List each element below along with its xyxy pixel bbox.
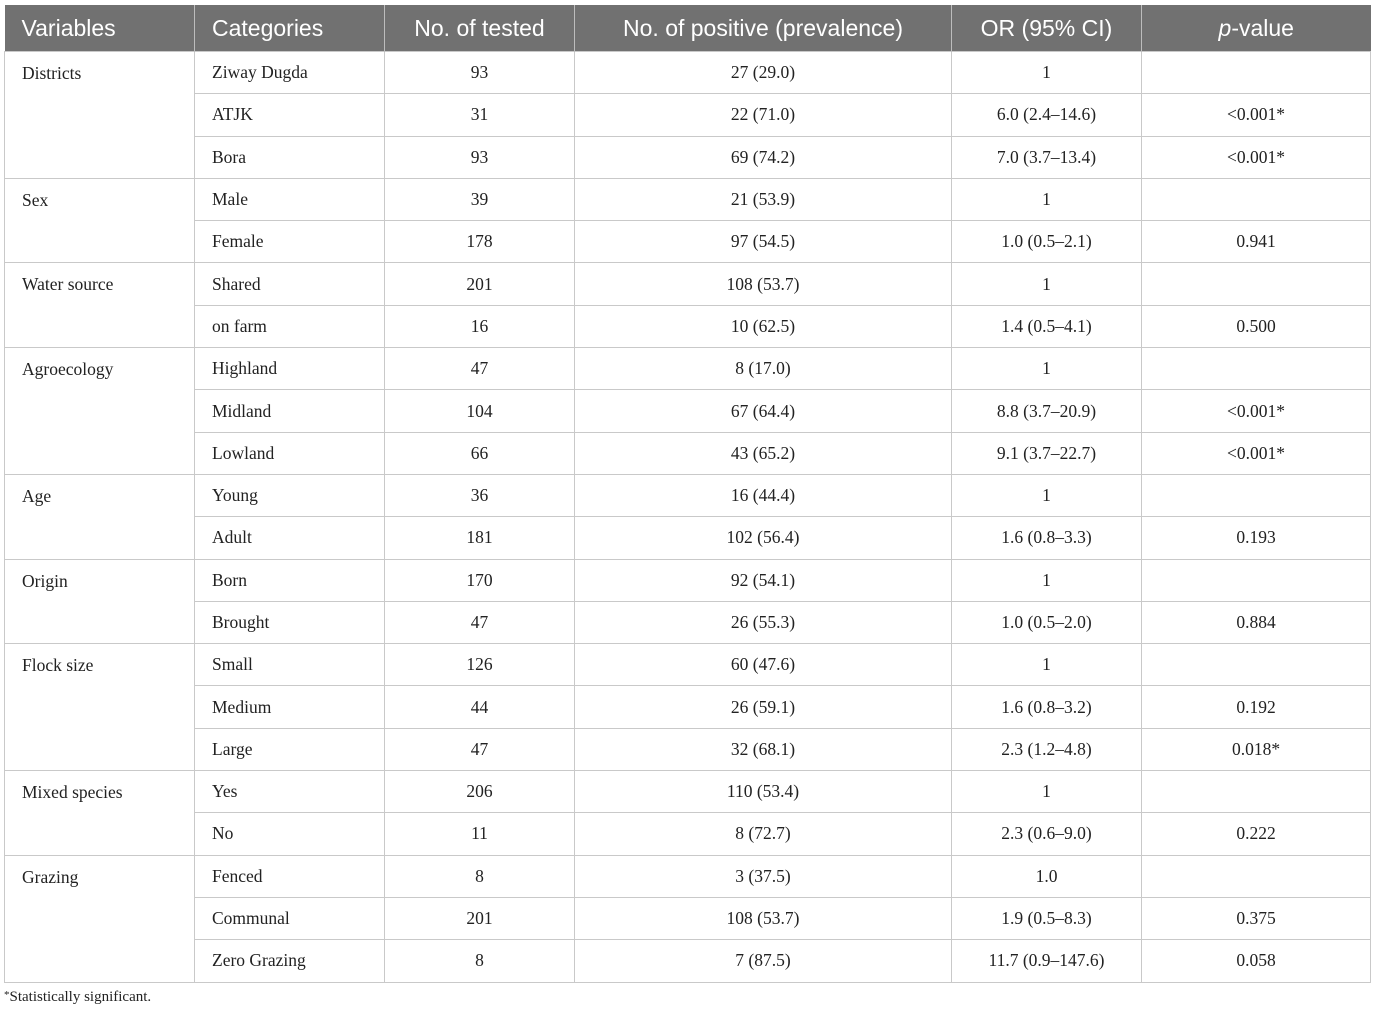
odds-ratio-cell: 1.9 (0.5–8.3) — [952, 897, 1142, 939]
tested-cell: 170 — [385, 559, 575, 601]
category-cell: Midland — [195, 390, 385, 432]
statistics-table — [4, 5, 1371, 983]
header-tested: No. of tested — [385, 5, 575, 52]
odds-ratio-cell: 1 — [952, 178, 1142, 220]
positive-cell: 67 (64.4) — [575, 390, 952, 432]
category-cell: Adult — [195, 517, 385, 559]
category-cell: Large — [195, 728, 385, 770]
variable-group — [5, 855, 1371, 982]
positive-cell: 7 (87.5) — [575, 940, 952, 982]
tested-cell: 8 — [385, 855, 575, 897]
p-value-cell — [1142, 178, 1371, 220]
variable-cell: Age — [5, 474, 195, 559]
category-cell: Small — [195, 644, 385, 686]
header-odds-ratio: OR (95% CI) — [952, 5, 1142, 52]
odds-ratio-cell: 2.3 (1.2–4.8) — [952, 728, 1142, 770]
variable-group — [5, 52, 1371, 179]
p-value-cell: 0.941 — [1142, 221, 1371, 263]
category-cell: Male — [195, 178, 385, 220]
table-row — [5, 644, 1371, 686]
footnote — [4, 989, 151, 1006]
table-row — [5, 940, 1371, 982]
positive-cell: 97 (54.5) — [575, 221, 952, 263]
category-cell: ATJK — [195, 94, 385, 136]
tested-cell: 178 — [385, 221, 575, 263]
odds-ratio-cell: 1 — [952, 559, 1142, 601]
variable-cell: Sex — [5, 178, 195, 263]
odds-ratio-cell: 1 — [952, 474, 1142, 516]
positive-cell: 92 (54.1) — [575, 559, 952, 601]
odds-ratio-cell: 1 — [952, 771, 1142, 813]
tested-cell: 44 — [385, 686, 575, 728]
category-cell: No — [195, 813, 385, 855]
variable-cell: Agroecology — [5, 348, 195, 475]
tested-cell: 39 — [385, 178, 575, 220]
tested-cell: 16 — [385, 305, 575, 347]
header-variables: Variables — [5, 5, 195, 52]
positive-cell: 8 (17.0) — [575, 348, 952, 390]
p-value-cell — [1142, 559, 1371, 601]
odds-ratio-cell: 8.8 (3.7–20.9) — [952, 390, 1142, 432]
odds-ratio-cell: 1.0 (0.5–2.0) — [952, 601, 1142, 643]
variable-cell: Origin — [5, 559, 195, 644]
positive-cell: 108 (53.7) — [575, 897, 952, 939]
p-value-cell: 0.500 — [1142, 305, 1371, 347]
p-value-cell: 0.884 — [1142, 601, 1371, 643]
header-row — [5, 5, 1371, 52]
odds-ratio-cell: 1 — [952, 263, 1142, 305]
p-value-cell — [1142, 474, 1371, 516]
category-cell: Lowland — [195, 432, 385, 474]
p-value-cell: 0.222 — [1142, 813, 1371, 855]
table-row — [5, 686, 1371, 728]
p-value-cell: 0.193 — [1142, 517, 1371, 559]
odds-ratio-cell: 1.0 (0.5–2.1) — [952, 221, 1142, 263]
category-cell: Young — [195, 474, 385, 516]
odds-ratio-cell: 1 — [952, 644, 1142, 686]
variable-group — [5, 644, 1371, 771]
p-value-cell — [1142, 52, 1371, 94]
tested-cell: 181 — [385, 517, 575, 559]
positive-cell: 102 (56.4) — [575, 517, 952, 559]
tested-cell: 8 — [385, 940, 575, 982]
header-p-rest: -value — [1231, 14, 1294, 41]
positive-cell: 21 (53.9) — [575, 178, 952, 220]
table-row — [5, 559, 1371, 601]
table-row — [5, 771, 1371, 813]
positive-cell: 60 (47.6) — [575, 644, 952, 686]
category-cell: Yes — [195, 771, 385, 813]
p-value-cell: <0.001* — [1142, 432, 1371, 474]
tested-cell: 11 — [385, 813, 575, 855]
p-value-cell: 0.375 — [1142, 897, 1371, 939]
category-cell: Highland — [195, 348, 385, 390]
odds-ratio-cell: 1 — [952, 348, 1142, 390]
header-p-value — [1142, 5, 1371, 52]
variable-cell: Districts — [5, 52, 195, 179]
tested-cell: 47 — [385, 728, 575, 770]
category-cell: Communal — [195, 897, 385, 939]
positive-cell: 16 (44.4) — [575, 474, 952, 516]
p-value-cell — [1142, 771, 1371, 813]
p-value-cell — [1142, 644, 1371, 686]
positive-cell: 10 (62.5) — [575, 305, 952, 347]
variable-cell: Grazing — [5, 855, 195, 982]
odds-ratio-cell: 2.3 (0.6–9.0) — [952, 813, 1142, 855]
category-cell: Brought — [195, 601, 385, 643]
category-cell: on farm — [195, 305, 385, 347]
p-value-cell — [1142, 855, 1371, 897]
header-positive: No. of positive (prevalence) — [575, 5, 952, 52]
tested-cell: 201 — [385, 263, 575, 305]
table-row — [5, 263, 1371, 305]
category-cell: Medium — [195, 686, 385, 728]
odds-ratio-cell: 1.6 (0.8–3.3) — [952, 517, 1142, 559]
table-row — [5, 474, 1371, 516]
odds-ratio-cell: 11.7 (0.9–147.6) — [952, 940, 1142, 982]
odds-ratio-cell: 6.0 (2.4–14.6) — [952, 94, 1142, 136]
tested-cell: 66 — [385, 432, 575, 474]
odds-ratio-cell: 9.1 (3.7–22.7) — [952, 432, 1142, 474]
variable-cell: Mixed species — [5, 771, 195, 856]
category-cell: Ziway Dugda — [195, 52, 385, 94]
p-value-cell — [1142, 348, 1371, 390]
tested-cell: 206 — [385, 771, 575, 813]
category-cell: Bora — [195, 136, 385, 178]
category-cell: Female — [195, 221, 385, 263]
variable-group — [5, 263, 1371, 348]
positive-cell: 110 (53.4) — [575, 771, 952, 813]
odds-ratio-cell: 1 — [952, 52, 1142, 94]
p-value-cell: 0.018* — [1142, 728, 1371, 770]
table-row — [5, 178, 1371, 220]
table-row — [5, 221, 1371, 263]
positive-cell: 27 (29.0) — [575, 52, 952, 94]
footnote-text: Statistically significant. — [9, 989, 152, 1005]
category-cell: Born — [195, 559, 385, 601]
p-value-cell: <0.001* — [1142, 136, 1371, 178]
positive-cell: 69 (74.2) — [575, 136, 952, 178]
table-row — [5, 813, 1371, 855]
table-row — [5, 855, 1371, 897]
table-row — [5, 728, 1371, 770]
variable-group — [5, 771, 1371, 856]
positive-cell: 43 (65.2) — [575, 432, 952, 474]
category-cell: Zero Grazing — [195, 940, 385, 982]
tested-cell: 36 — [385, 474, 575, 516]
table-row — [5, 136, 1371, 178]
table-header — [5, 5, 1371, 52]
tested-cell: 31 — [385, 94, 575, 136]
table-row — [5, 432, 1371, 474]
table-row — [5, 94, 1371, 136]
category-cell: Shared — [195, 263, 385, 305]
tested-cell: 47 — [385, 348, 575, 390]
variable-cell: Water source — [5, 263, 195, 348]
positive-cell: 22 (71.0) — [575, 94, 952, 136]
positive-cell: 8 (72.7) — [575, 813, 952, 855]
header-p-italic: p — [1218, 14, 1232, 41]
positive-cell: 32 (68.1) — [575, 728, 952, 770]
odds-ratio-cell: 1.6 (0.8–3.2) — [952, 686, 1142, 728]
table-row — [5, 348, 1371, 390]
variable-cell: Flock size — [5, 644, 195, 771]
tested-cell: 201 — [385, 897, 575, 939]
category-cell: Fenced — [195, 855, 385, 897]
variable-group — [5, 178, 1371, 263]
table-row — [5, 390, 1371, 432]
positive-cell: 108 (53.7) — [575, 263, 952, 305]
table-row — [5, 601, 1371, 643]
tested-cell: 93 — [385, 52, 575, 94]
odds-ratio-cell: 1.0 — [952, 855, 1142, 897]
table-row — [5, 517, 1371, 559]
variable-group — [5, 559, 1371, 644]
tested-cell: 93 — [385, 136, 575, 178]
variable-group — [5, 348, 1371, 475]
p-value-cell: 0.192 — [1142, 686, 1371, 728]
p-value-cell: <0.001* — [1142, 94, 1371, 136]
table-row — [5, 897, 1371, 939]
p-value-cell: <0.001* — [1142, 390, 1371, 432]
tested-cell: 126 — [385, 644, 575, 686]
header-categories: Categories — [195, 5, 385, 52]
table-row — [5, 52, 1371, 94]
footnote-mark: * — [4, 989, 10, 1001]
odds-ratio-cell: 7.0 (3.7–13.4) — [952, 136, 1142, 178]
positive-cell: 26 (59.1) — [575, 686, 952, 728]
tested-cell: 47 — [385, 601, 575, 643]
odds-ratio-cell: 1.4 (0.5–4.1) — [952, 305, 1142, 347]
positive-cell: 3 (37.5) — [575, 855, 952, 897]
p-value-cell — [1142, 263, 1371, 305]
table-row — [5, 305, 1371, 347]
p-value-cell: 0.058 — [1142, 940, 1371, 982]
variable-group — [5, 474, 1371, 559]
positive-cell: 26 (55.3) — [575, 601, 952, 643]
tested-cell: 104 — [385, 390, 575, 432]
